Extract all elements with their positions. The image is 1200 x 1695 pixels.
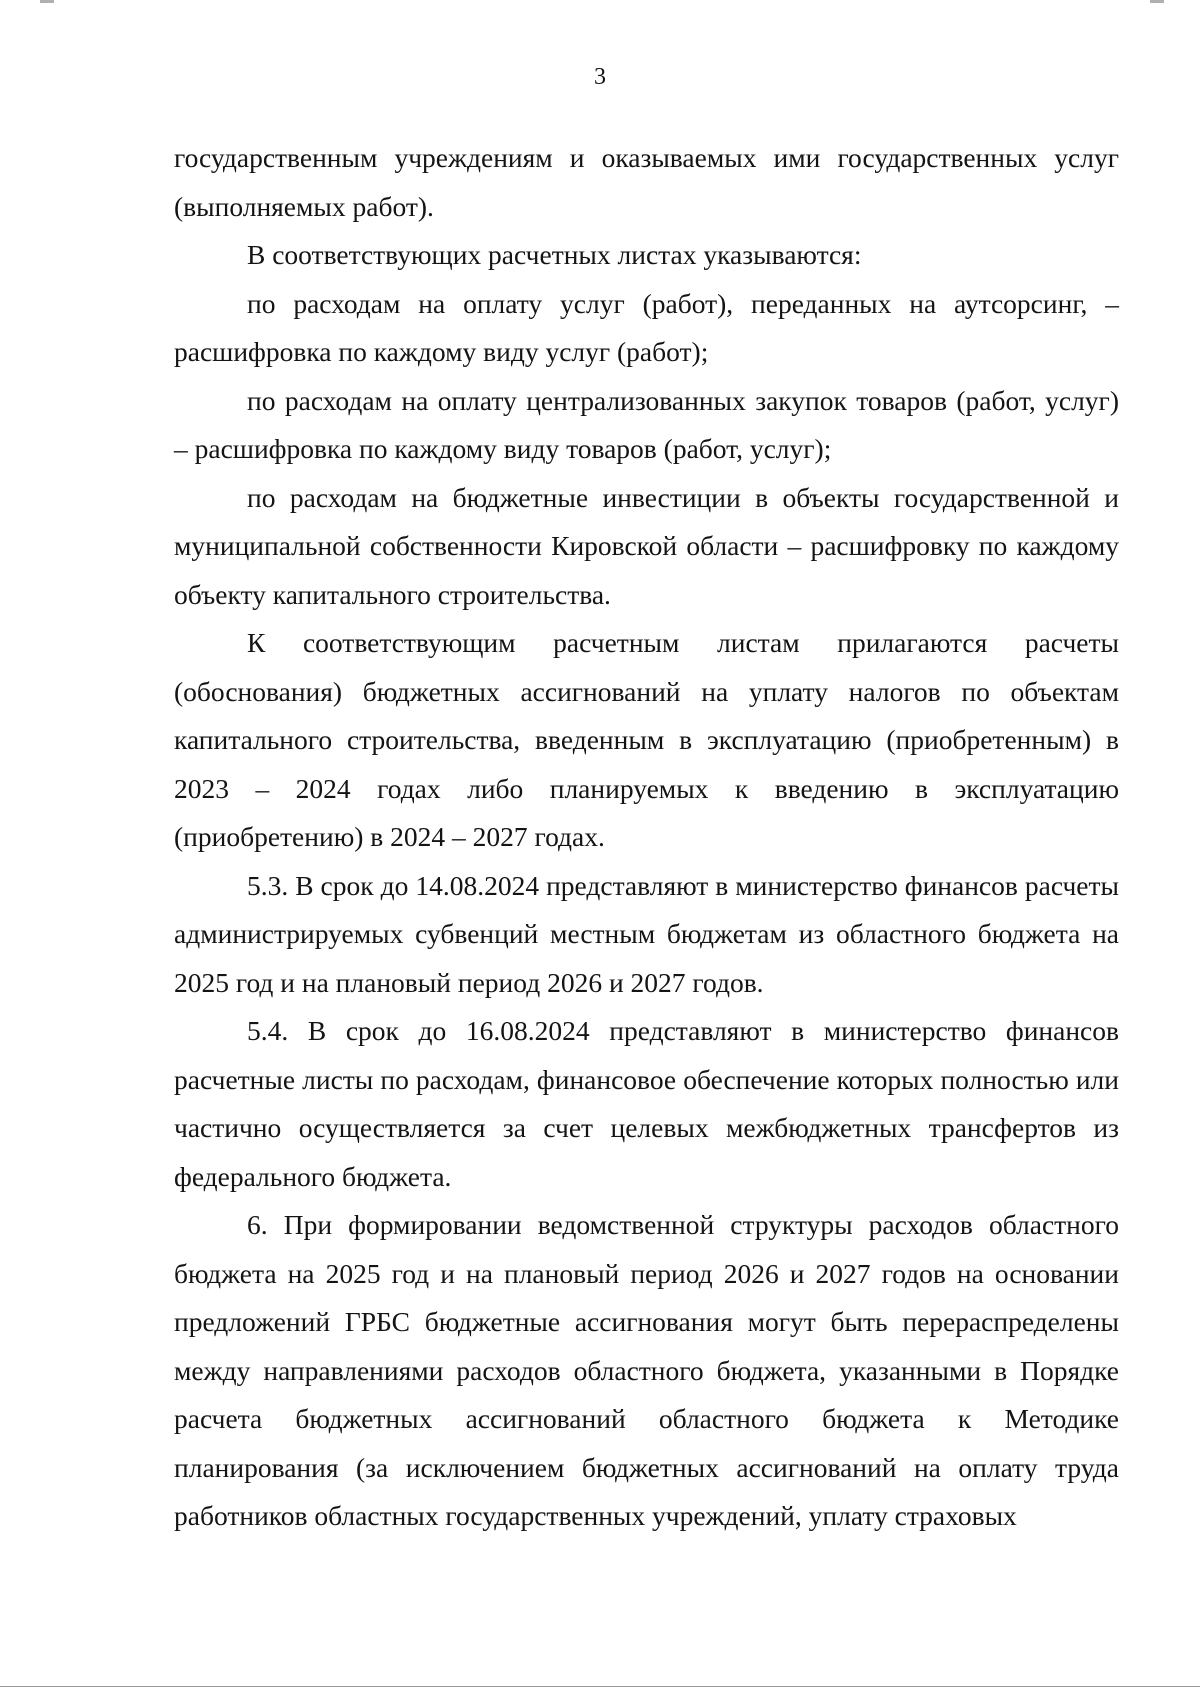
paragraph-1: государственным учреждениям и оказываемых ими государственных услуг (выполняемых работ). xyxy=(174,142,1119,222)
scan-bottom-edge xyxy=(0,1686,1200,1687)
paragraph-2: В соответствующих расчетных листах указываются: xyxy=(247,239,862,270)
paragraph-7: 5.3. В срок до 14.08.2024 представляют в министерство финансов расчеты администрируемых субвенций местным бюджетам из областного бюджета на 2025 год и на плановый период 2026 и 2027 годов. xyxy=(174,869,1119,998)
paragraph-4: по расходам на оплату централизованных закупок товаров (работ, услуг) – расшифровка по каждому виду товаров (работ, услуг); xyxy=(174,384,1119,464)
paragraph-5: по расходам на бюджетные инвестиции в объекты государственной и муниципальной собственности Кировской области – расшифровку по каждому объекту капитального строительства. xyxy=(174,481,1119,610)
paragraph-6: К соответствующим расчетным листам прилагаются расчеты (обоснования) бюджетных ассигнований на уплату налогов по объектам капитального строительства, введенным в эксплуатацию (приобретенным) в 2023 – 2024 годах либо планируемых к введению в эксплуатацию (приобретению) в 2024 – 2027 годах. xyxy=(174,627,1119,852)
document-body xyxy=(174,134,1119,1541)
page-number: 3 xyxy=(594,64,606,90)
paragraph-8: 5.4. В срок до 16.08.2024 представляют в министерство финансов расчетные листы по расходам, финансовое обеспечение которых полностью или частично осуществляется за счет целевых межбюджетных трансфертов из федерального бюджета. xyxy=(174,1015,1119,1192)
scan-corner-mark-left xyxy=(40,0,54,3)
paragraph-3: по расходам на оплату услуг (работ), переданных на аутсорсинг, – расшифровка по каждому виду услуг (работ); xyxy=(174,287,1119,367)
scan-corner-mark-right xyxy=(1150,0,1164,3)
paragraph-9: 6. При формировании ведомственной структуры расходов областного бюджета на 2025 год и на плановый период 2026 и 2027 годов на основании предложений ГРБС бюджетные ассигнования могут быть перераспределены между направлениями расходов областного бюджета, указанными в Порядке расчета бюджетных ассигнований областного бюджета к Методике планирования (за исключением бюджетных ассигнований на оплату труда работников областных государственных учреждений, уплату страховых xyxy=(174,1209,1119,1531)
